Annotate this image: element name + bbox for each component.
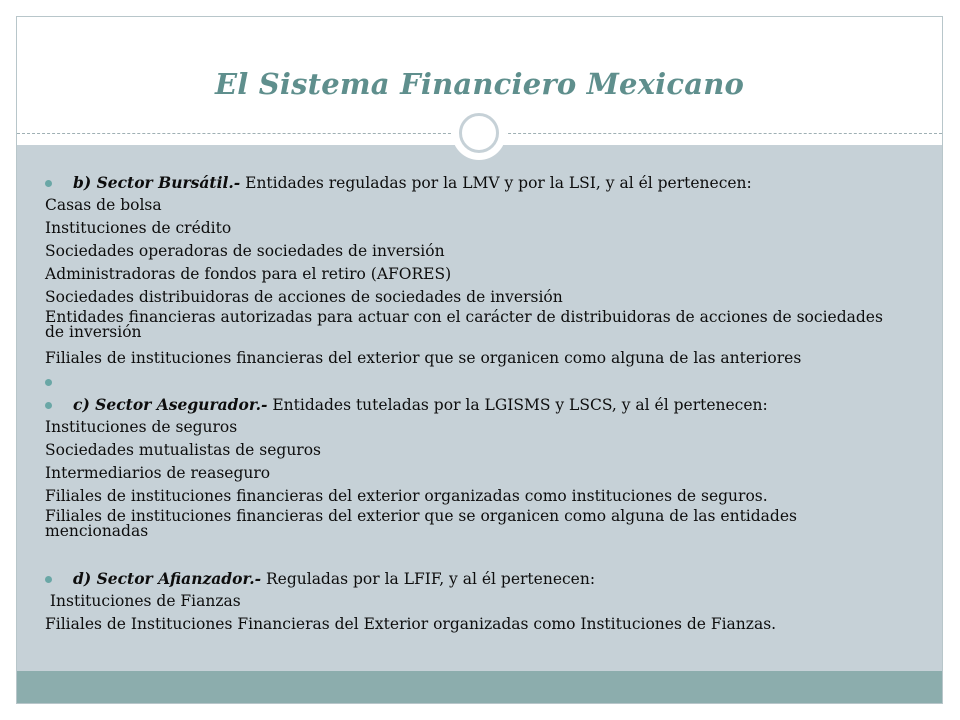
circle-ring: [459, 113, 499, 153]
section-bursatil-lead: b) Sector Bursátil.-: [73, 173, 241, 192]
section-afianzador-heading: [73, 570, 595, 588]
list-item: Filiales de instituciones financieras del exterior que se organicen como alguna de las entidades mencionadas: [45, 507, 797, 540]
list-item: Sociedades operadoras de sociedades de inversión: [45, 242, 445, 260]
footer-bar: [17, 671, 942, 703]
list-item: Casas de bolsa: [45, 196, 162, 214]
section-bursatil-heading: [73, 174, 752, 192]
section-afianzador-intro: Reguladas por la LFIF, y al él pertenecen:: [261, 570, 596, 588]
list-item: Filiales de Instituciones Financieras del Exterior organizadas como Instituciones de Fianzas.: [45, 615, 777, 633]
list-item: Instituciones de seguros: [45, 418, 238, 436]
section-asegurador-heading: [73, 396, 768, 414]
circle-ornament-icon: [452, 106, 506, 160]
section-asegurador-lead: c) Sector Asegurador.-: [73, 395, 268, 414]
list-item: Instituciones de Fianzas: [45, 592, 241, 610]
list-item: Filiales de instituciones financieras del exterior que se organicen como alguna de las anteriores: [45, 349, 802, 367]
list-item: Instituciones de crédito: [45, 219, 232, 237]
section-afianzador-lead: d) Sector Afianzador.-: [73, 569, 262, 588]
list-item: Filiales de instituciones financieras del exterior organizadas como instituciones de seguros.: [45, 487, 768, 505]
list-item: Intermediarios de reaseguro: [45, 464, 271, 482]
list-item: Entidades financieras autorizadas para actuar con el carácter de distribuidoras de acciones de sociedades de inversión: [45, 308, 883, 341]
section-asegurador-intro: Entidades tuteladas por la LGISMS y LSCS, y al él pertenecen:: [267, 396, 768, 414]
list-item: Sociedades distribuidoras de acciones de sociedades de inversión: [45, 288, 563, 306]
section-bursatil-intro: Entidades reguladas por la LMV y por la LSI, y al él pertenecen:: [240, 174, 752, 192]
list-item: Sociedades mutualistas de seguros: [45, 441, 322, 459]
list-item: Administradoras de fondos para el retiro (AFORES): [45, 265, 452, 283]
slide-title: El Sistema Financiero Mexicano: [214, 67, 745, 101]
